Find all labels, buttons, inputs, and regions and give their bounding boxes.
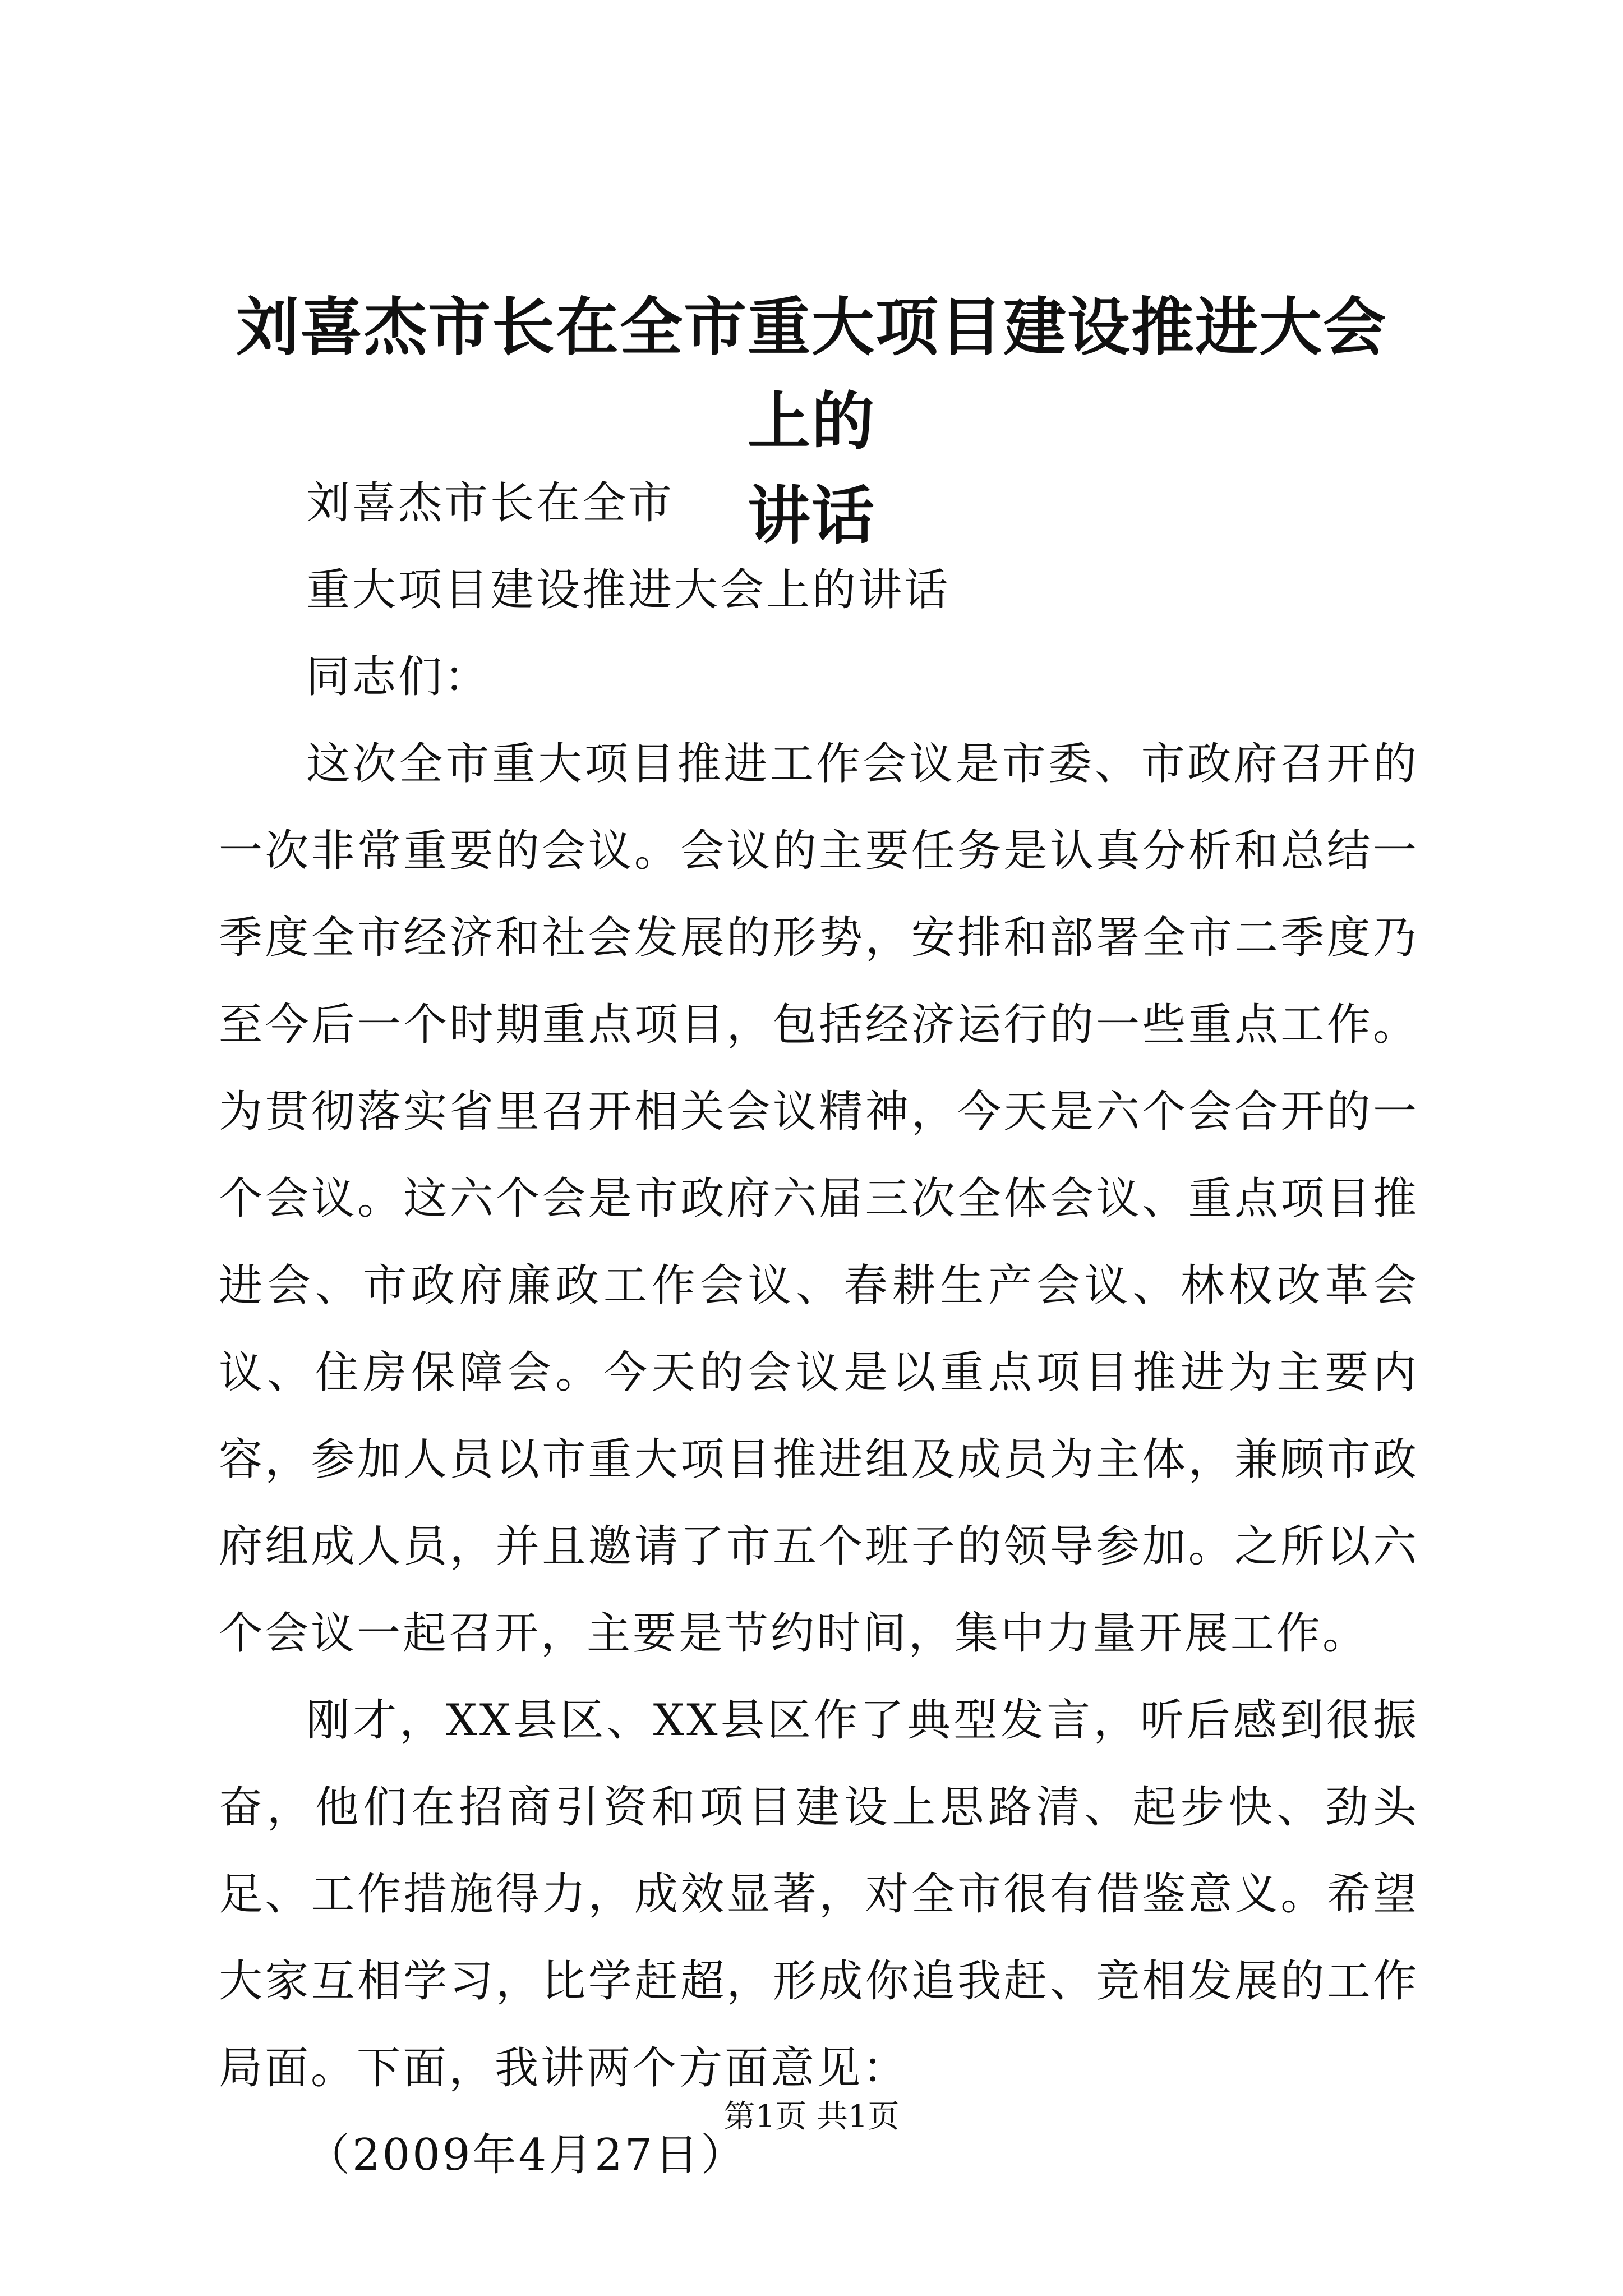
paragraph-2: 刚才，XX县区、XX县区作了典型发言，听后感到很振奋，他们在招商引资和项目建设上思路清、起步快、劲头足、工作措施得力，成效显著，对全市很有借鉴意义。希望大家互相学习，比学赶超，形成你追我赶、竞相发展的工作局面。下面，我讲两个方面意见： [219,1695,1419,2093]
speech-date: （2009年4月27日） [306,2130,747,2180]
page-footer: 第1页 共1页 [723,2099,900,2135]
paragraph-1: 这次全市重大项目推进工作会议是市委、市政府召开的一次非常重要的会议。会议的主要任务是认真分析和总结一季度全市经济和社会发展的形势，安排和部署全市二季度乃至今后一个时期重点项目，包括经济运行的一些重点工作。为贯彻落实省里召开相关会议精神，今天是六个会合开的一个会议。这六个会是市政府六届三次全体会议、重点项目推进会、市政府廉政工作会议、春耕生产会议、林权改革会议、住房保障会。今天的会议是以重点项目推进为主要内容，参加人员以市重大项目推进组及成员为主体，兼顾市政府组成人员，并且邀请了市五个班子的领导参加。之所以六个会议一起召开，主要是节约时间，集中力量开展工作。 [219,739,1419,1659]
title-line-2: 讲话 [748,479,875,553]
subtitle-line-1: 刘喜杰市长在全市 [306,478,675,528]
document-body [219,460,1419,2199]
salutation: 同志们： [306,652,491,702]
subtitle-line-2: 重大项目建设推进大会上的讲话 [306,565,951,615]
title-line-1: 刘喜杰市长在全市重大项目建设推进大会上的 [236,291,1387,458]
